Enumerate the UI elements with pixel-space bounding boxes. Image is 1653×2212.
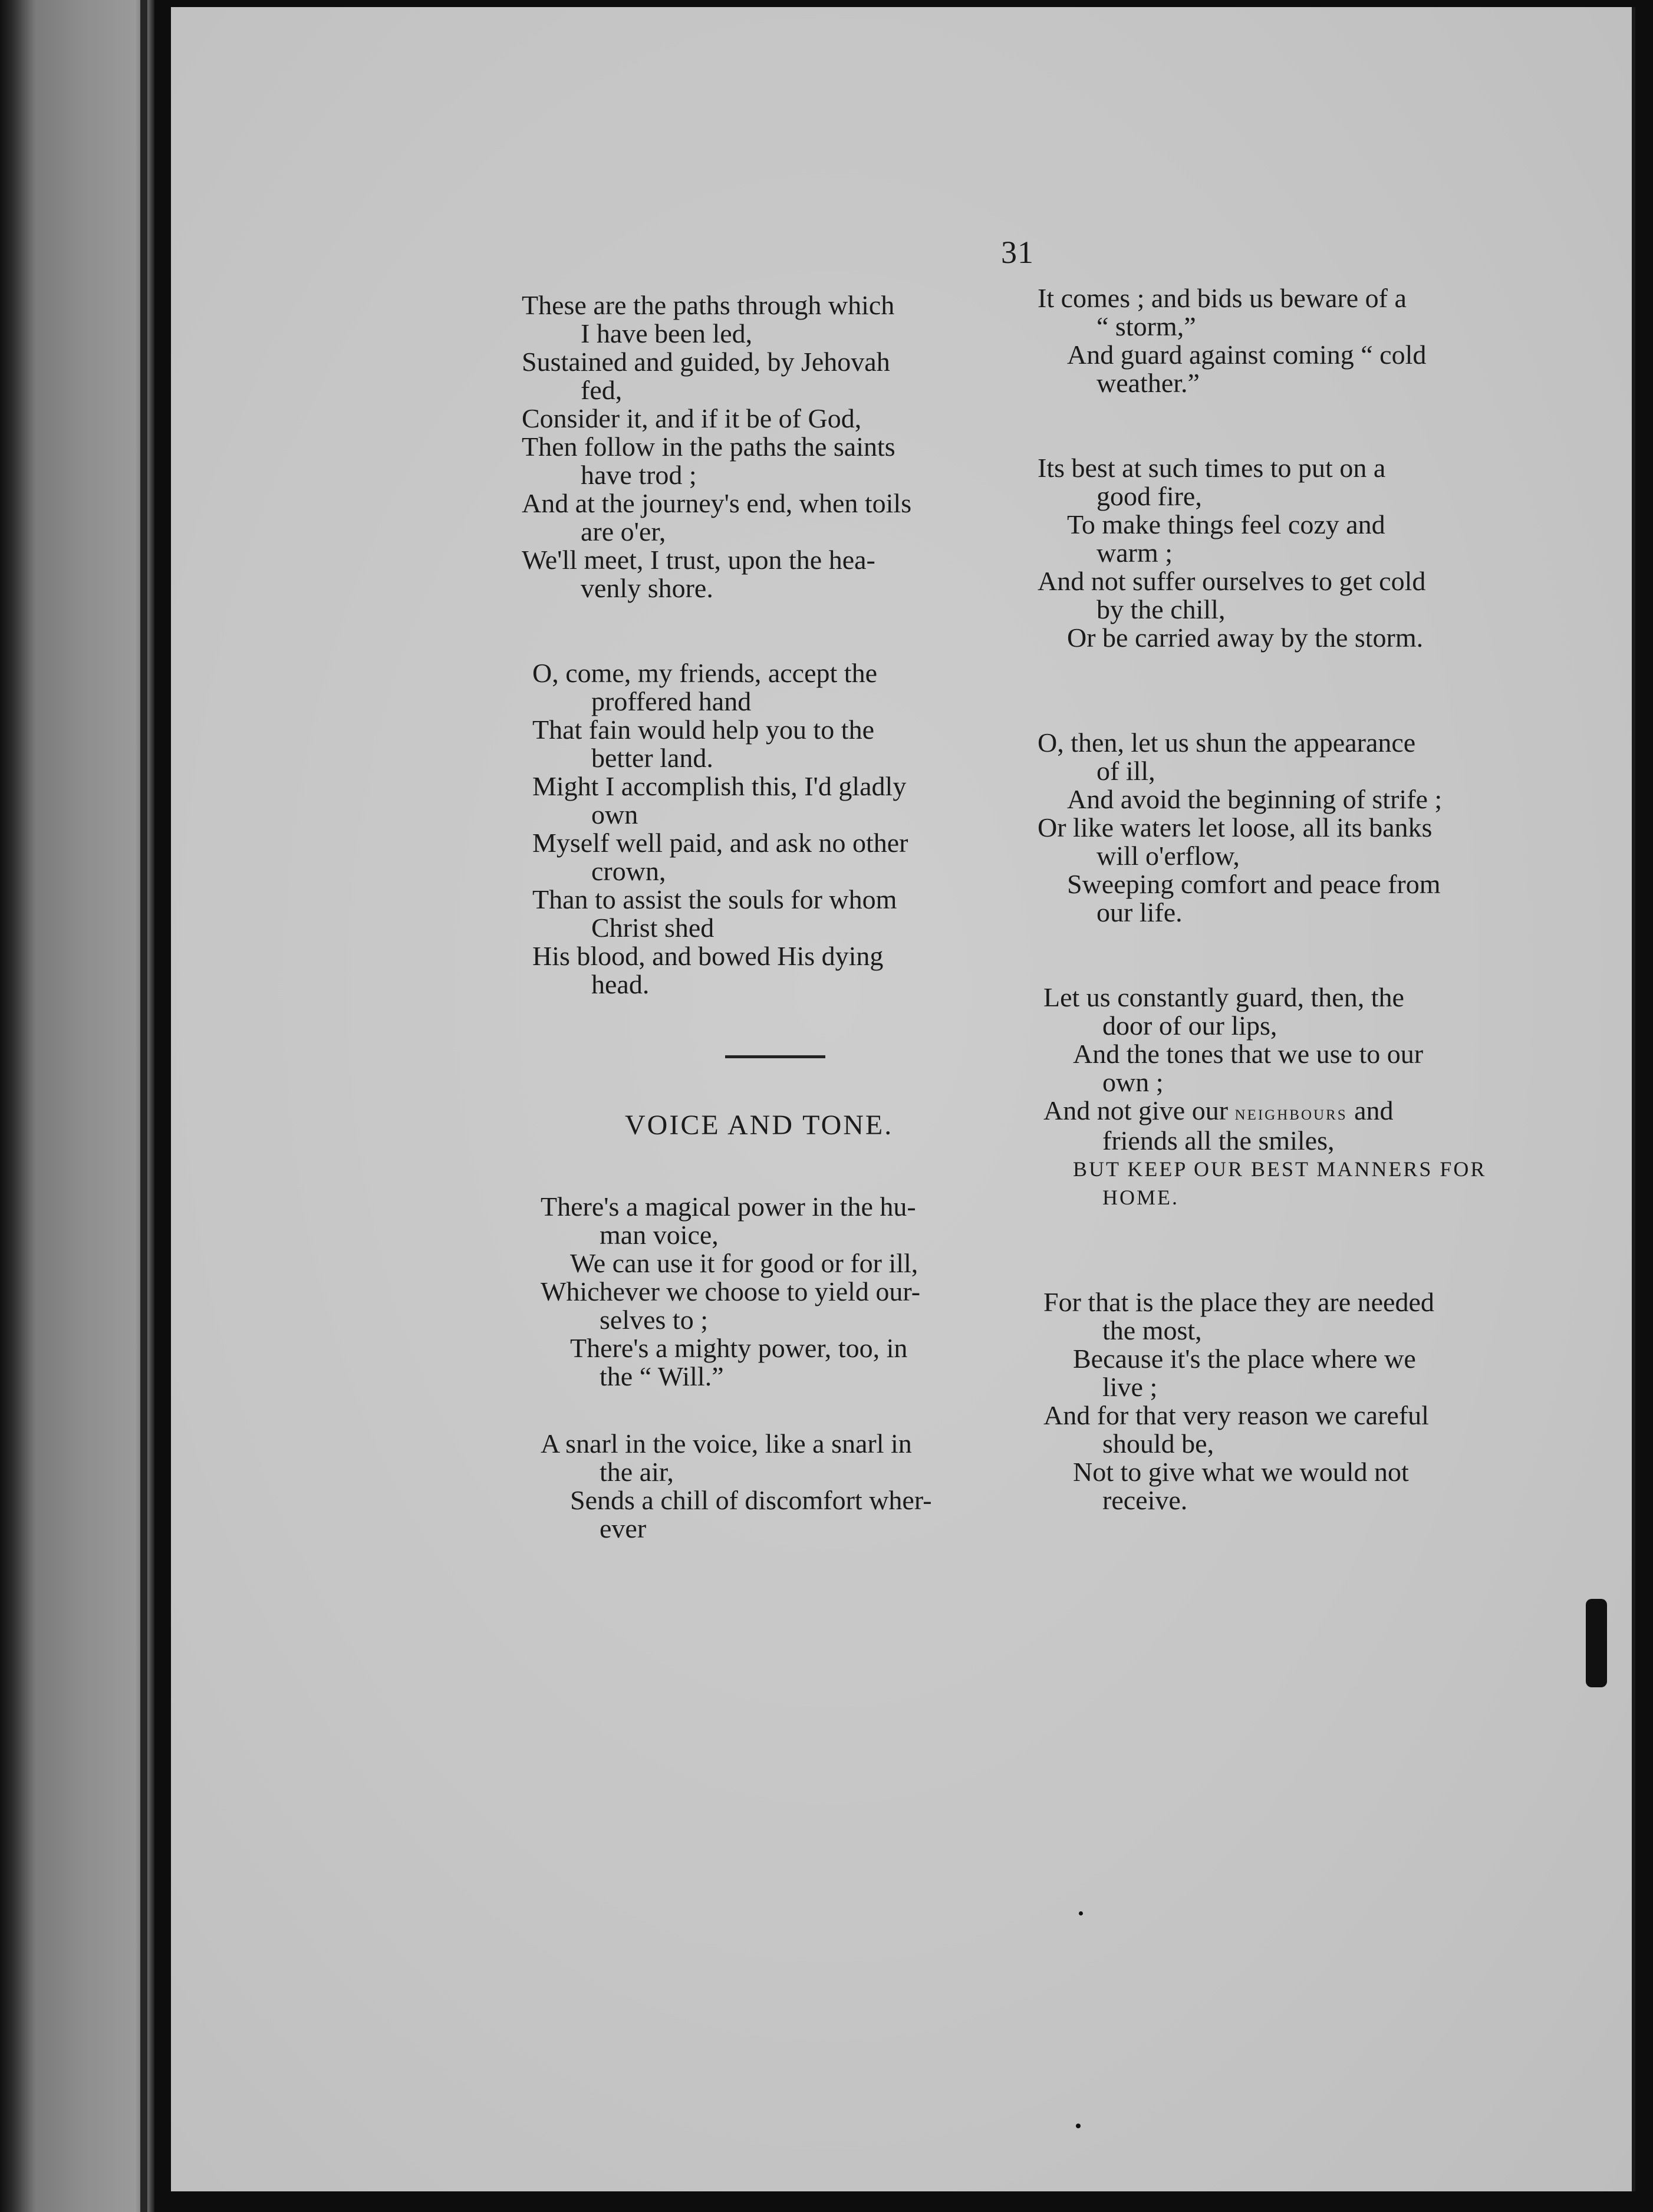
verse-line: Let us constantly guard, then, the	[1043, 982, 1404, 1012]
book-spine	[0, 0, 154, 2212]
verse-line: man voice,	[600, 1220, 719, 1250]
verse-line: Christ shed	[591, 913, 714, 943]
poem-stanza	[1043, 1288, 1533, 1515]
verse-line: And at the journey's end, when toils	[522, 488, 912, 518]
page-number: 31	[1001, 235, 1034, 270]
page	[171, 7, 1635, 2191]
verse-line: It comes ; and bids us beware of a	[1038, 283, 1407, 313]
verse-line: receive.	[1102, 1485, 1188, 1515]
verse-line: the most,	[1102, 1315, 1202, 1345]
verse-line: door of our lips,	[1102, 1010, 1277, 1041]
poem-stanza	[541, 1193, 1017, 1391]
verse-line: proffered hand	[591, 686, 752, 716]
right-column	[1038, 283, 1533, 1571]
verse-line: I have been led,	[581, 318, 753, 348]
verse-line: ever	[600, 1513, 647, 1543]
poem-stanza	[532, 659, 1017, 999]
poem-stanza	[1043, 983, 1533, 1212]
verse-line: There's a magical power in the hu-	[541, 1191, 916, 1222]
verse-line: To make things feel cozy and	[1067, 509, 1385, 539]
verse-line: O, then, let us shun the appearance	[1038, 728, 1416, 758]
verse-line: will o'erflow,	[1096, 841, 1240, 871]
verse-line: O, come, my friends, accept the	[532, 658, 877, 688]
verse-line: own	[591, 799, 638, 830]
left-column	[522, 291, 1017, 1599]
verse-line: Or like waters let loose, all its banks	[1038, 812, 1433, 842]
verse-line: Whichever we choose to yield our-	[541, 1276, 921, 1306]
verse-line: His blood, and bowed His dying	[532, 941, 884, 971]
verse-line-smallcaps: BUT KEEP OUR BEST MANNERS FOR	[1073, 1157, 1487, 1181]
verse-text-smallcaps: neighbours	[1234, 1101, 1348, 1124]
verse-line: A snarl in the voice, like a snarl in	[541, 1428, 912, 1459]
spine-edge	[140, 0, 147, 2212]
verse-text: And not give our	[1043, 1095, 1235, 1125]
poem-stanza	[522, 291, 1017, 603]
verse-line: warm ;	[1096, 538, 1173, 568]
verse-line: That fain would help you to the	[532, 715, 874, 745]
verse-line	[1043, 1097, 1533, 1127]
verse-line: should be,	[1102, 1428, 1214, 1459]
verse-line: are o'er,	[581, 516, 666, 547]
verse-line: fed,	[581, 375, 623, 405]
verse-line: have trod ;	[581, 460, 697, 490]
verse-line: For that is the place they are needed	[1043, 1287, 1434, 1317]
verse-line: Consider it, and if it be of God,	[522, 403, 862, 433]
verse-line: Sends a chill of discomfort wher-	[570, 1485, 932, 1515]
verse-line: Than to assist the souls for whom	[532, 884, 897, 914]
scan-blemish	[1586, 1599, 1607, 1687]
verse-line: the air,	[600, 1457, 674, 1487]
verse-line: venly shore.	[581, 573, 713, 603]
poem-stanza	[1038, 729, 1533, 927]
scan-blemish	[1079, 1911, 1083, 1915]
verse-line: There's a mighty power, too, in	[570, 1333, 908, 1363]
verse-line: live ;	[1102, 1372, 1158, 1402]
verse-line: better land.	[591, 743, 713, 773]
verse-line: head.	[591, 969, 650, 999]
verse-line: friends all the smiles,	[1102, 1125, 1335, 1156]
verse-line: Myself well paid, and ask no other	[532, 828, 908, 858]
verse-line: We'll meet, I trust, upon the hea-	[522, 545, 875, 575]
verse-line: own ;	[1102, 1067, 1164, 1097]
section-divider	[725, 1055, 825, 1058]
verse-line: weather.”	[1096, 368, 1200, 398]
verse-line: Sustained and guided, by Jehovah	[522, 347, 890, 377]
verse-line: Or be carried away by the storm.	[1067, 623, 1424, 653]
verse-text: and	[1347, 1095, 1394, 1125]
poem-stanza	[541, 1430, 1017, 1543]
poem-stanza	[1038, 454, 1533, 652]
verse-line: And guard against coming “ cold	[1067, 340, 1427, 370]
verse-line: Sweeping comfort and peace from	[1067, 869, 1441, 899]
poem-title: VOICE AND TONE.	[625, 1110, 894, 1141]
verse-line: Its best at such times to put on a	[1038, 453, 1386, 483]
verse-line: crown,	[591, 856, 666, 886]
verse-line: our life.	[1096, 897, 1183, 927]
verse-line: of ill,	[1096, 756, 1155, 786]
verse-line: And avoid the beginning of strife ;	[1067, 784, 1443, 814]
verse-line: Then follow in the paths the saints	[522, 432, 895, 462]
verse-line: Might I accomplish this, I'd gladly	[532, 771, 907, 801]
verse-line: “ storm,”	[1096, 311, 1196, 341]
poem-stanza	[1038, 284, 1533, 397]
verse-line: And not suffer ourselves to get cold	[1038, 566, 1426, 596]
verse-line: We can use it for good or for ill,	[570, 1248, 918, 1278]
verse-line: by the chill,	[1096, 594, 1226, 624]
verse-line: good fire,	[1096, 481, 1202, 511]
verse-line: Because it's the place where we	[1073, 1344, 1416, 1374]
verse-line-smallcaps: HOME.	[1102, 1186, 1179, 1209]
verse-line: the “ Will.”	[600, 1361, 724, 1391]
scan-blemish	[1076, 2124, 1081, 2128]
verse-line: And the tones that we use to our	[1073, 1039, 1424, 1069]
verse-line: Not to give what we would not	[1073, 1457, 1409, 1487]
verse-line: These are the paths through which	[522, 290, 895, 320]
verse-line: selves to ;	[600, 1305, 708, 1335]
verse-line: And for that very reason we careful	[1043, 1400, 1429, 1430]
